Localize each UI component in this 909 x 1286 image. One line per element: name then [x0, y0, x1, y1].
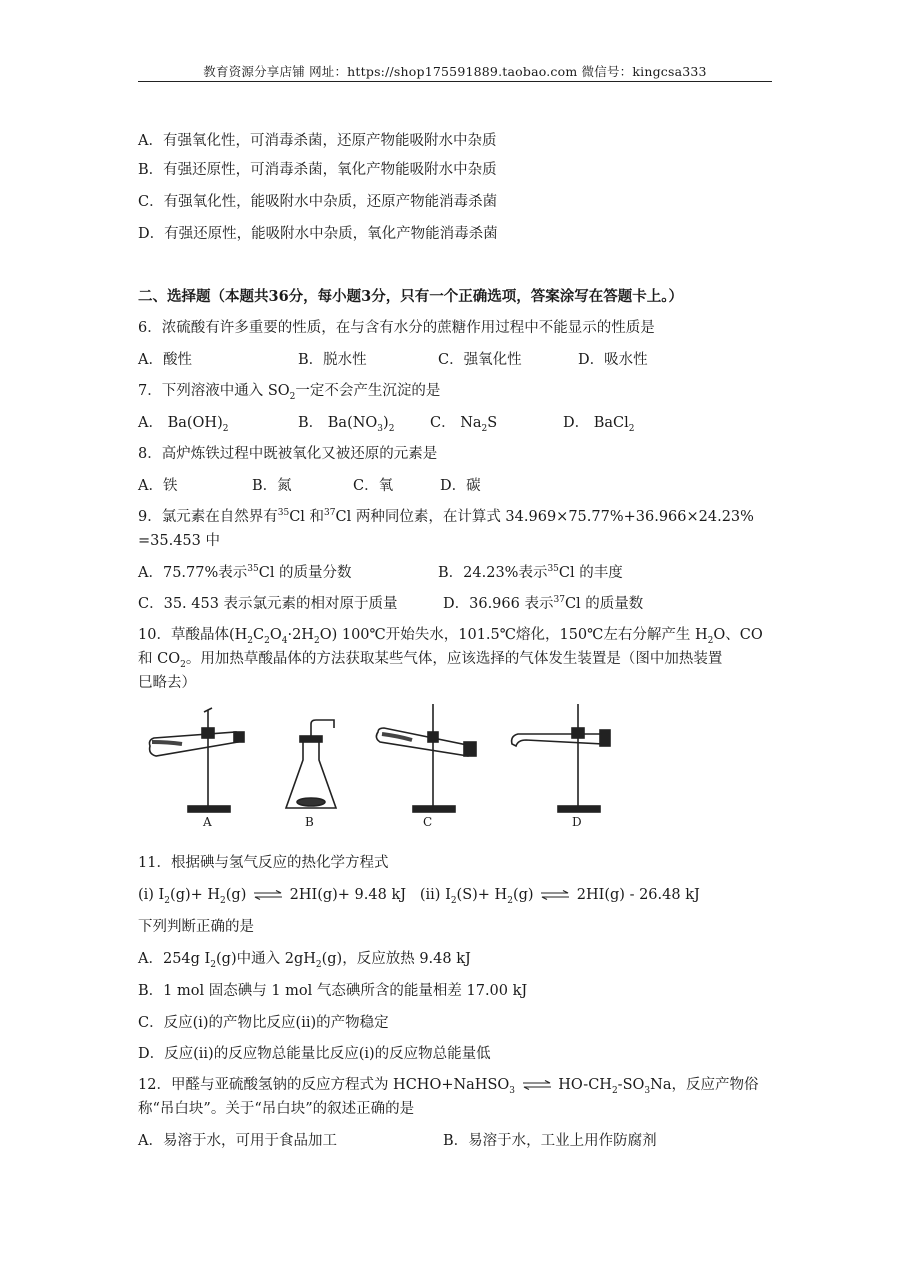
apparatus-a: [150, 708, 245, 812]
q11-option-a: A．254g $I_2(g)$中通入 $2gH_2(g)$，反应放热 9.48 kJ: [138, 951, 471, 970]
q8-stem: 8．高炉炼铁过程中既被氧化又被还原的元素是: [138, 446, 438, 462]
apparatus-label-c: C: [423, 815, 433, 829]
q10-stem-line3: 巳略去）: [138, 675, 196, 691]
q9-option-b: B．24.23%表示$^{35}$Cl 的丰度: [438, 564, 623, 581]
apparatus-d: [512, 704, 610, 812]
q6-option-c: C．强氧化性: [438, 352, 522, 368]
apparatus-b: [286, 720, 336, 808]
q10-stem-line2: 和 $CO_2$。用加热草酸晶体的方法获取某些气体，应该选择的气体发生装置是（图中加热装置: [138, 651, 723, 670]
apparatus-c: [376, 704, 476, 812]
q5-option-a: A．有强氧化性，可消毒杀菌，还原产物能吸附水中杂质: [138, 133, 497, 149]
q8-option-b: B．氮: [252, 478, 292, 494]
q10-stem-line1: 10．草酸晶体$(H_2C_2O_4\cdot 2H_2O)$ 100℃开始失水，101.5℃熔化，150℃左右分解产生 $H_2O$、CO: [138, 627, 763, 646]
q11-option-d: D．反应(ii)的反应物总能量比反应(i)的反应物总能量低: [138, 1046, 491, 1062]
q9-option-c: C．35. 453 表示氯元素的相对原于质量: [138, 596, 398, 612]
q6-stem: 6．浓硫酸有许多重要的性质，在与含有水分的蔗糖作用过程中不能显示的性质是: [138, 320, 655, 336]
apparatus-label-a: A: [203, 815, 212, 829]
q9-stem-line1: 9．氯元素在自然界有$^{35}$Cl 和$^{37}$Cl 两种同位素，在计算式 34.969×75.77%+36.966×24.23%: [138, 508, 754, 525]
q8-option-d: D．碳: [440, 478, 481, 494]
apparatus-figure: [138, 698, 638, 832]
header-rule: [138, 81, 772, 82]
q7-option-a: A． $Ba(OH)_2$: [138, 415, 229, 434]
q12-option-b: B．易溶于水，工业上用作防腐剂: [443, 1133, 657, 1149]
q5-option-c: C．有强氧化性，能吸附水中杂质，还原产物能消毒杀菌: [138, 194, 498, 210]
equilibrium-arrow-icon: [540, 890, 570, 900]
q7-option-b: B． $Ba(NO_3)_2$: [298, 415, 395, 434]
q11-equations: (i) $I_2(g)+ H_2(g)$ 2HI(g)+ 9.48 kJ (ii) $I_2(S)+ H_2(g)$ 2HI(g) - 26.48 kJ: [138, 887, 700, 906]
q9-option-a: A．75.77%表示$^{35}$Cl 的质量分数: [138, 564, 352, 581]
section-2-title: 二、选择题（本题共36分，每小题3分，只有一个正确选项，答案涂写在答题卡上。）: [138, 288, 684, 305]
q8-option-c: C．氧: [353, 478, 394, 494]
q5-option-b: B．有强还原性，可消毒杀菌，氧化产物能吸附水中杂质: [138, 162, 497, 178]
q11-option-c: C．反应(i)的产物比反应(ii)的产物稳定: [138, 1015, 389, 1031]
equilibrium-arrow-icon: [253, 890, 283, 900]
q11-stem: 11．根据碘与氢气反应的热化学方程式: [138, 855, 389, 871]
q9-option-d: D．36.966 表示$^{37}$Cl 的质量数: [443, 595, 644, 612]
page-header: 教育资源分享店铺 网址：https://shop175591889.taobao.com 微信号：kingcsa333: [203, 64, 707, 79]
equilibrium-arrow-icon: [522, 1080, 552, 1090]
q12-stem-line1: 12．甲醛与亚硫酸氢钠的反应方程式为 HCHO+NaHSO$_3$ $HO-CH_2-SO_3Na$，反应产物俗: [138, 1077, 759, 1096]
q6-option-a: A．酸性: [138, 352, 192, 368]
q11-judge: 下列判断正确的是: [138, 919, 254, 935]
q11-option-b: B．1 mol 固态碘与 1 mol 气态碘所含的能量相差 17.00 kJ: [138, 983, 528, 999]
q8-option-a: A．铁: [138, 478, 178, 494]
q12-stem-line2: 称“吊白块”。关于“吊白块”的叙述正确的是: [138, 1101, 415, 1117]
q6-option-b: B．脱水性: [298, 352, 367, 368]
q7-option-d: D． BaCl$_2$: [563, 415, 635, 434]
q9-stem-line2: =35.453 中: [138, 533, 220, 549]
q7-option-c: C． $Na_2S$: [430, 415, 498, 434]
apparatus-label-b: B: [305, 815, 314, 829]
q6-option-d: D．吸水性: [578, 352, 648, 368]
apparatus-label-d: D: [572, 815, 582, 829]
q5-option-d: D．有强还原性，能吸附水中杂质，氧化产物能消毒杀菌: [138, 226, 498, 242]
q12-option-a: A．易溶于水，可用于食品加工: [138, 1133, 337, 1149]
q7-stem: 7．下列溶液中通入 $SO_2$一定不会产生沉淀的是: [138, 383, 441, 402]
